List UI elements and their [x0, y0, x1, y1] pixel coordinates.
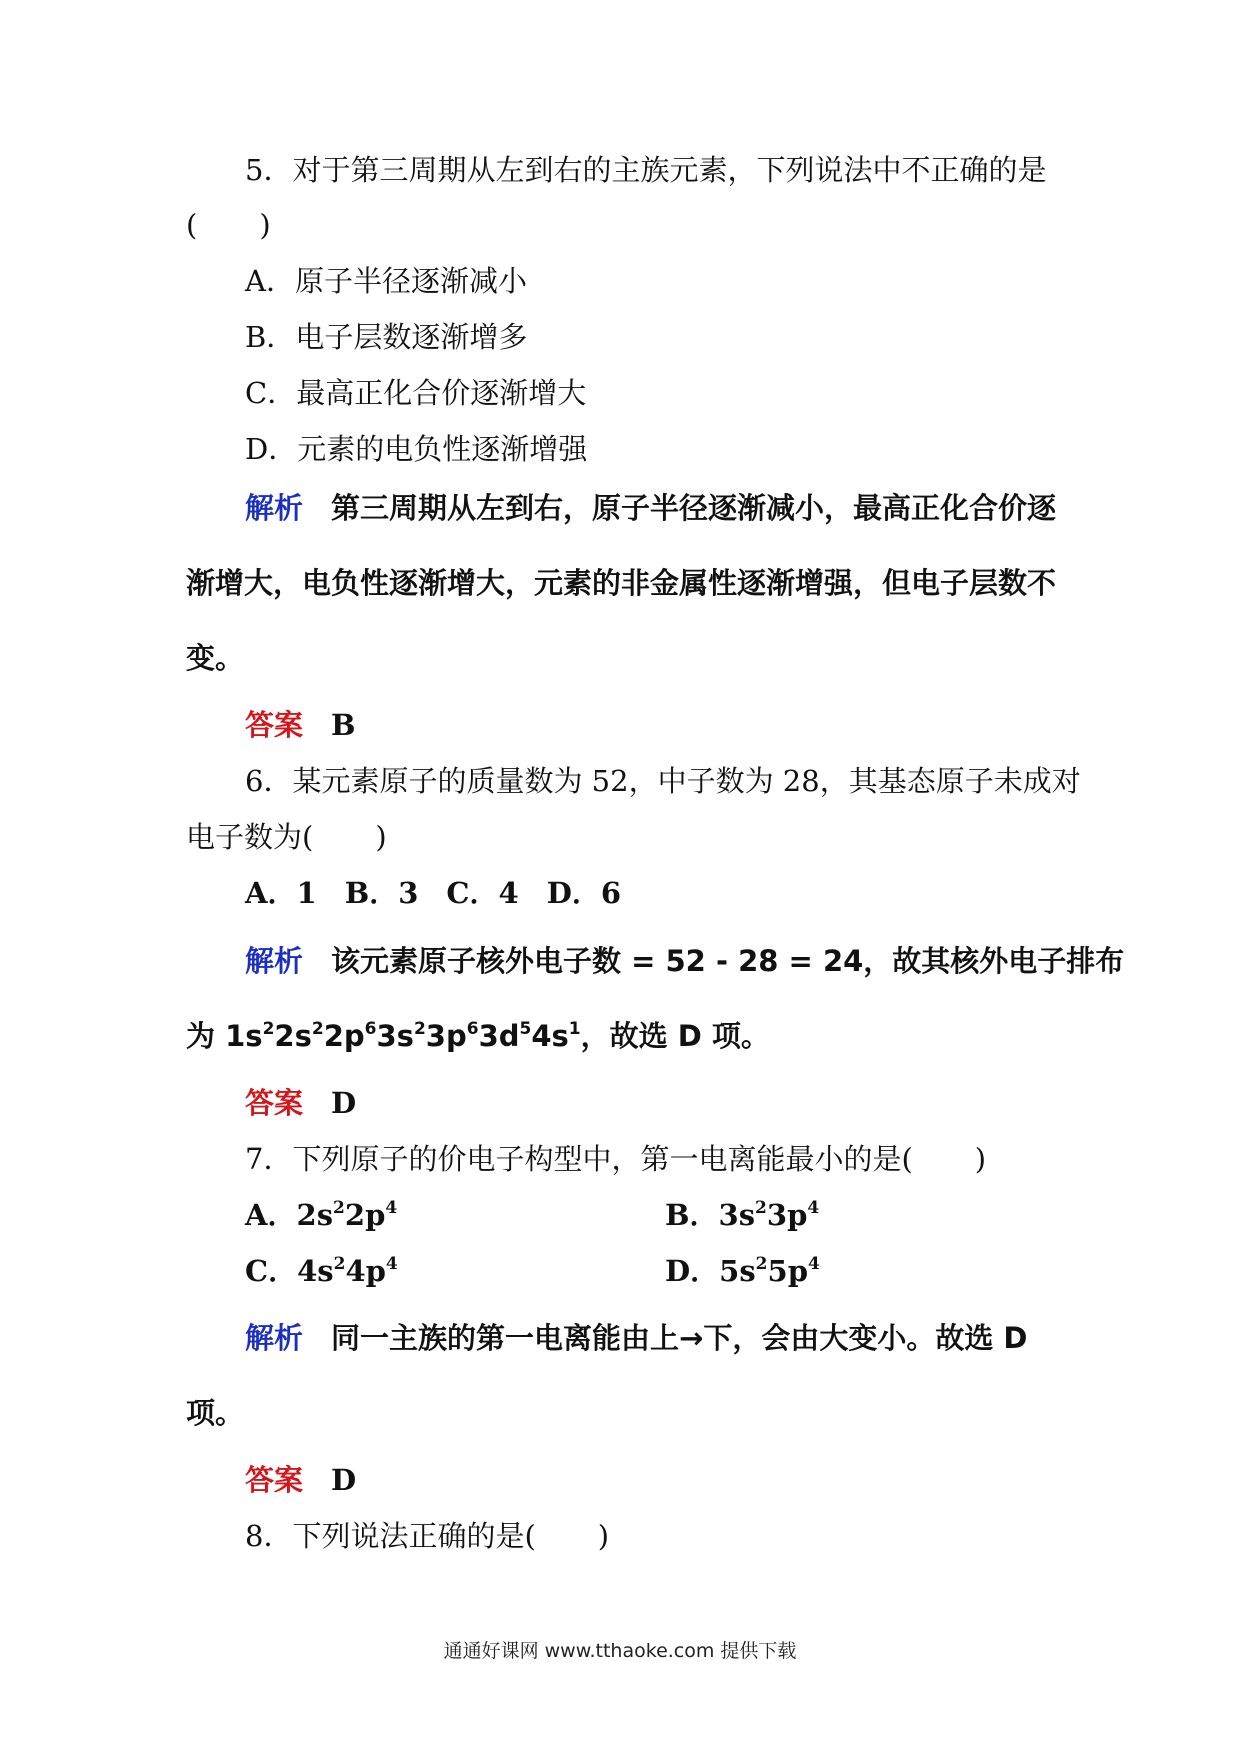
q7-stem: 7．下列原子的价电子构型中，第一电离能最小的是( ) — [245, 1142, 987, 1176]
q5-option-b: B．电子层数逐渐增多 — [245, 320, 528, 354]
q7-option-c: C．$4s^24p^4$ — [245, 1254, 398, 1288]
q6-stem-line1: 6．某元素原子的质量数为 52，中子数为 28，其基态原子未成对 — [245, 764, 1081, 798]
q7-analysis-line2: 项。 — [186, 1396, 245, 1430]
q7-answer: 答案 D — [245, 1463, 357, 1497]
q5-analysis-line1: 解析 第三周期从左到右，原子半径逐渐减小，最高正化合价逐 — [245, 491, 1057, 525]
q5-analysis-line3: 变。 — [186, 641, 245, 675]
q5-stem: 5．对于第三周期从左到右的主族元素，下列说法中不正确的是 — [245, 153, 1047, 187]
answer-label: 答案 — [245, 1463, 304, 1497]
q5-answer: 答案 B — [245, 708, 356, 742]
q6-options: A．1 B．3 C．4 D．6 — [245, 876, 622, 910]
q6-analysis-line1: 解析 该元素原子核外电子数 = 52 - 28 = 24，故其核外电子排布 — [245, 944, 1125, 978]
answer-label: 答案 — [245, 1086, 304, 1120]
q6-stem-line2: 电子数为( ) — [186, 820, 387, 854]
electron-configuration: $1s^22s^22p^63s^23p^63d^54s^1$ — [225, 1019, 581, 1053]
analysis-label: 解析 — [245, 944, 304, 978]
q5-analysis-line2: 渐增大，电负性逐渐增大，元素的非金属性逐渐增强，但电子层数不 — [186, 566, 1057, 600]
q5-option-d: D．元素的电负性逐渐增强 — [245, 432, 588, 466]
analysis-label: 解析 — [245, 1321, 304, 1355]
answer-label: 答案 — [245, 708, 304, 742]
q5-answer-blank: ( ) — [186, 208, 271, 242]
q7-option-a: A．$2s^22p^4$ — [245, 1198, 398, 1232]
q6-analysis-line2: 为 $1s^22s^22p^63s^23p^63d^54s^1$，故选 D 项。 — [186, 1019, 770, 1053]
q7-option-b: B．$3s^23p^4$ — [665, 1198, 820, 1232]
q5-option-c: C．最高正化合价逐渐增大 — [245, 376, 587, 410]
footer-source: 通通好课网 www.tthaoke.com 提供下载 — [443, 1640, 797, 1662]
analysis-label: 解析 — [245, 491, 304, 525]
q5-option-a: A．原子半径逐渐减小 — [245, 264, 527, 298]
q7-option-d: D．$5s^25p^4$ — [665, 1254, 820, 1288]
q7-analysis-line1: 解析 同一主族的第一电离能由上→下，会由大变小。故选 D — [245, 1321, 1028, 1355]
q8-stem: 8．下列说法正确的是( ) — [245, 1519, 610, 1553]
q6-answer: 答案 D — [245, 1086, 357, 1120]
